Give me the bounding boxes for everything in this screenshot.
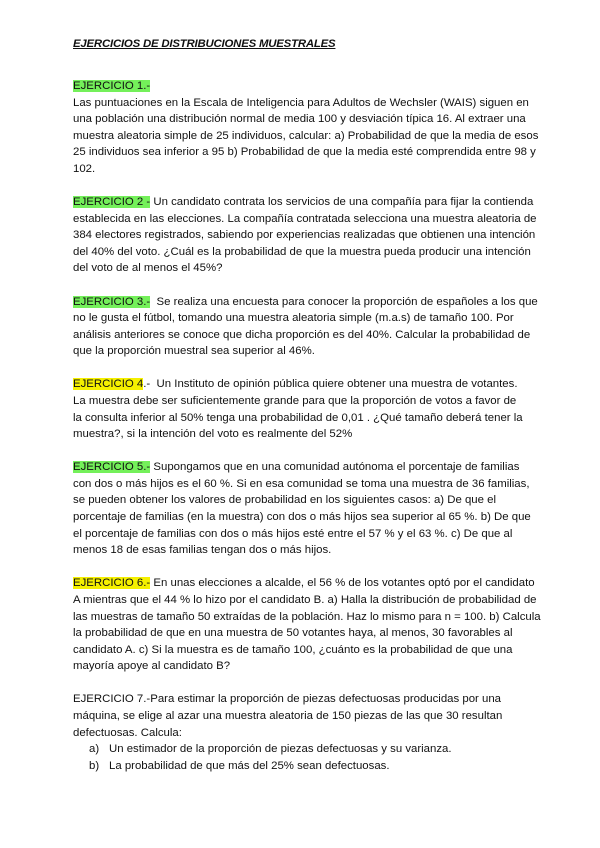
exercise-text-line: una población una distribución normal de media 100 y desviación típica 16. Al extraer una xyxy=(73,113,526,126)
exercise-6 xyxy=(73,575,543,675)
exercise-first-line xyxy=(73,691,543,708)
exercise-label: EJERCICIO 6.- xyxy=(73,577,151,590)
exercise-text-line: A mientras que el 44 % lo hizo por el candidato B. a) Halla la distribución de probabilidad de xyxy=(73,593,537,606)
exercise-subitem xyxy=(73,758,543,775)
exercise-label: EJERCICIO 2 - xyxy=(73,196,151,209)
subitem-marker: b) xyxy=(89,759,100,772)
exercise-text-line: del 40% del voto. ¿Cuál es la probabilidad de que la muestra pueda producir una intención xyxy=(73,245,531,258)
exercise-text-line: se pueden obtener los valores de probabilidad en los siguientes casos: a) De que el xyxy=(73,494,496,507)
exercise-text-line: Las puntuaciones en la Escala de Inteligencia para Adultos de Wechsler (WAIS) siguen en xyxy=(73,96,529,109)
document-page xyxy=(73,36,543,791)
exercise-text-line: establecida en las elecciones. La compañía contratada selecciona una muestra aleatoria de xyxy=(73,212,537,225)
exercise-text-line: 384 electores registrados, sabiendo por experiencias realizadas que obtienen una intención xyxy=(73,229,536,242)
subitem-text: Un estimador de la proporción de piezas defectuosas y su varianza. xyxy=(109,743,452,756)
exercise-label: EJERCICIO 3.- xyxy=(73,295,151,308)
exercise-text-line: La muestra debe ser suficientemente grande para que la proporción de votos a favor de xyxy=(73,395,517,407)
exercise-first-line xyxy=(73,78,543,95)
subitem-marker: a) xyxy=(89,743,100,756)
exercise-label: EJERCICIO 4 xyxy=(73,378,144,391)
exercise-4 xyxy=(73,376,543,442)
exercise-text: Un candidato contrata los servicios de una compañía para fijar la contienda xyxy=(150,196,534,209)
exercise-7 xyxy=(73,691,543,774)
exercise-first-line xyxy=(73,376,543,393)
subitem-text: La probabilidad de que más del 25% sean defectuosas. xyxy=(109,759,390,772)
exercise-text-line: candidato A. c) Si la muestra es de tamaño 100, ¿cuánto es la probabilidad de que una xyxy=(73,643,513,656)
exercise-first-line xyxy=(73,294,543,311)
exercise-3 xyxy=(73,294,543,360)
exercise-text-line: defectuosas. Calcula: xyxy=(73,726,182,739)
exercise-5 xyxy=(73,459,543,559)
exercise-text: Para estimar la proporción de piezas defectuosas producidas por una xyxy=(150,693,502,706)
exercise-text-line: menos 18 de esas familias tengan dos o más hijos. xyxy=(73,544,332,557)
exercise-text-line: máquina, se elige al azar una muestra aleatoria de 150 piezas de las que 30 resultan xyxy=(73,710,503,722)
exercise-subitem xyxy=(73,741,543,758)
exercise-text-line: el porcentaje de familias con dos o más hijos esté entre el 57 % y el 63 %. c) De que al xyxy=(73,527,513,540)
exercise-text-line: que la proporción muestral sea superior al 46%. xyxy=(73,345,315,358)
exercise-text-line: con dos o más hijos es el 60 %. Si en esa comunidad se toma una muestra de 36 familias, xyxy=(73,477,530,490)
exercise-2 xyxy=(73,194,543,277)
exercise-label: EJERCICIO 1.- xyxy=(73,80,151,92)
exercise-text-line: del voto de al menos el 45%? xyxy=(73,262,223,275)
document-title: EJERCICIOS DE DISTRIBUCIONES MUESTRALES xyxy=(73,38,336,50)
exercise-text-line: porcentaje de familias (en la muestra) con dos o más hijos sea superior al 65 %. b) De que xyxy=(73,511,531,524)
exercise-text-line: no le gusta el fútbol, tomando una muestra aleatoria simple (m.a.s) de tamaño 100. Por xyxy=(73,312,514,325)
exercise-text-line: muestra?, si la intención del voto es realmente del 52% xyxy=(73,428,353,441)
exercise-label: EJERCICIO 5.- xyxy=(73,461,151,474)
exercise-first-line xyxy=(73,194,543,211)
exercise-text: .- Un Instituto de opinión pública quiere obtener una muestra de votantes. xyxy=(143,378,518,391)
exercise-list xyxy=(73,78,543,774)
exercise-first-line xyxy=(73,459,543,476)
exercise-label: EJERCICIO 7.- xyxy=(73,693,151,706)
exercise-text: En unas elecciones a alcalde, el 56 % de los votantes optó por el candidato xyxy=(150,577,535,590)
exercise-text: Supongamos que en una comunidad autónoma el porcentaje de familias xyxy=(150,461,520,474)
exercise-text-line: análisis anteriores se conoce que dicha proporción es del 40%. Calcular la probabilidad de xyxy=(73,328,531,341)
exercise-text-line: las muestras de tamaño 50 extraídas de la población. Haz lo mismo para n = 100. b) Calcula xyxy=(73,610,541,623)
exercise-text-line: la consulta inferior al 50% tenga una probabilidad de 0,01 . ¿Qué tamaño deberá tener la xyxy=(73,411,523,424)
exercise-text-line: 102. xyxy=(73,162,96,175)
exercise-1 xyxy=(73,78,543,178)
exercise-text-line: mayoría apoye al candidato B? xyxy=(73,660,231,673)
exercise-text-line: muestra aleatoria simple de 25 individuos, calcular: a) Probabilidad de que la media de esos xyxy=(73,129,539,142)
exercise-first-line xyxy=(73,575,543,592)
exercise-text-line: 25 individuos sea inferior a 95 b) Probabilidad de que la media esté comprendida entre 98 y xyxy=(73,146,536,159)
exercise-text-line: la probabilidad de que en una muestra de 50 votantes haya, al menos, 30 favorables al xyxy=(73,627,513,640)
exercise-text: Se realiza una encuesta para conocer la proporción de españoles a los que xyxy=(150,295,538,308)
